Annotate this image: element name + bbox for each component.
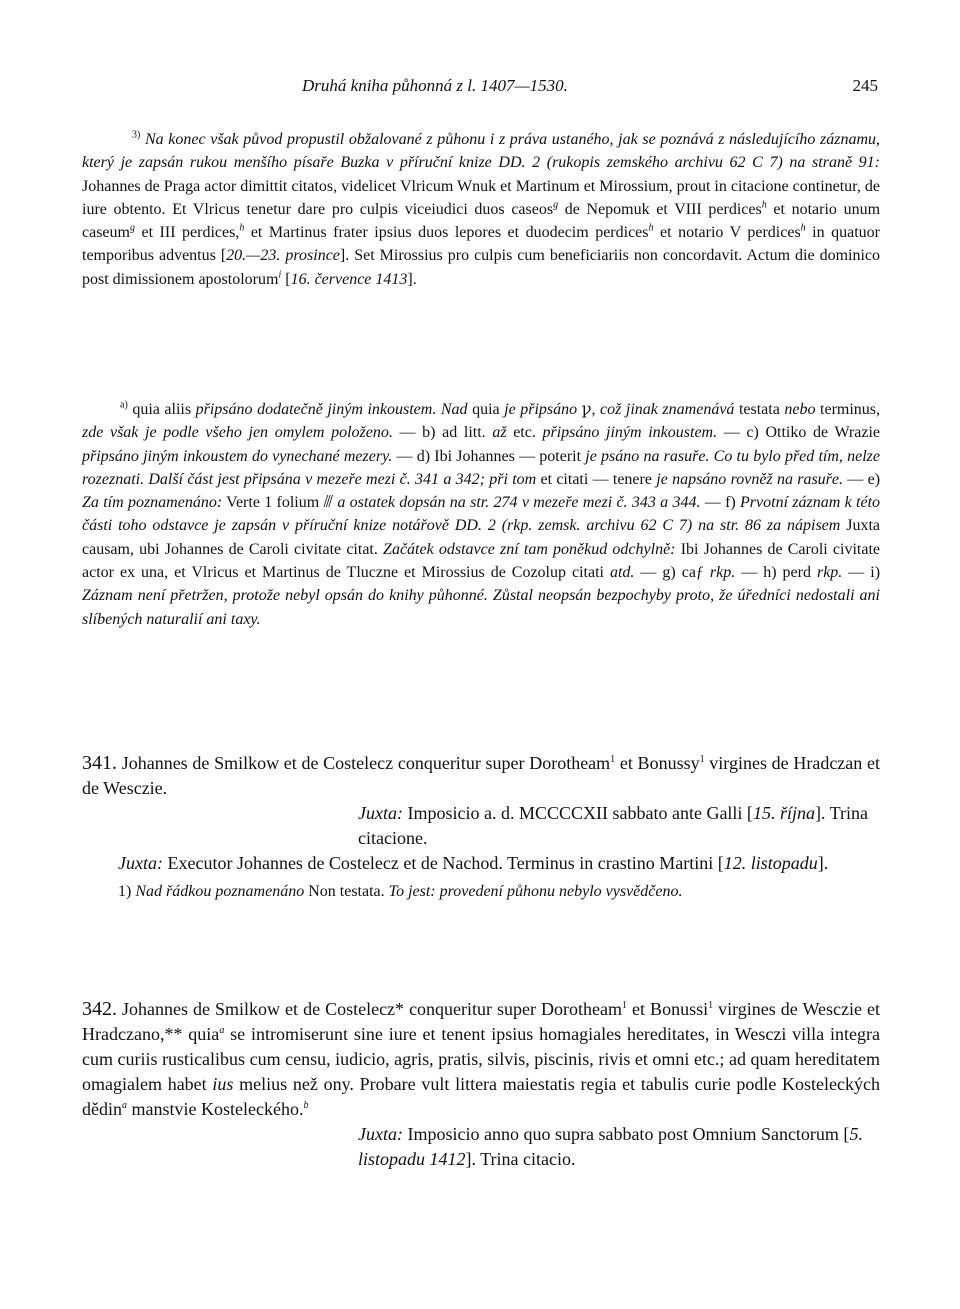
footnote-3-text: $^{3)}$ Na konec však původ propustil obžalované z půhonu i z práva ustaného, jak se poznává z následujícího záznamu, který je zapsán rukou menšího písaře Buzka v příruční knize DD. 2 (rukopis zemského archivu 62 C 7) na straně 91: Johannes de Praga actor dimittit citatos, videlicet Vlricum Wnuk et Martinum et Mirossium, prout in citacione continetur, de iure obtento. Et Vlricus tenetur dare pro culpis viceiudici duos caseos$^g$ de Nepomuk et VIII perdices$^h$ et notario unum caseum$^g$ et III perdices,$^h$ et Martinus frater ipsius duos lepores et duodecim perdices$^h$ et notario V perdices$^h$ in quatuor temporibus adventus [20.—23. prosince]. Set Mirossius pro culpis cum beneficiariis non concordavit. Actum die dominico post dimissionem apostolorum$^i$ [16. července 1413]. xyxy=(82,129,881,288)
apparatus-notes xyxy=(82,398,880,631)
apparatus-text: $^{a)}$ quia aliis připsáno dodatečně jiným inkoustem. Nad quia je připsáno ꝩ, což jinak znamenává testata nebo terminus, zde však je podle všeho jen omylem položeno. — b) ad litt. až etc. připsáno jiným inkoustem. — c) Ottiko de Wrazie připsáno jiným inkoustem do vynechané mezery. — d) Ibi Johannes — poterit je psáno na rasuře. Co tu bylo před tím, nelze rozeznati. Další část jest připsána v mezeře mezi č. 341 a 342; při tom et citati — tenere je napsáno rovněž na rasuře. — e) Za tím poznamenáno: Verte 1 folium ⫻ a ostatek dopsán na str. 274 v mezeře mezi č. 343 a 344. — f) Prvotní záznam k této části toho odstavce je zapsán v příruční knize notářově DD. 2 (rkp. zemsk. archivu 62 C 7) na str. 86 za nápisem Juxta causam, ubi Johannes de Caroli civitate citat. Začátek odstavce zní tam poněkud odchylně: Ibi Johannes de Caroli civitate actor ex una, et Vlricus et Martinus de Tlucznе et Mirossius de Cozolup citati atd. — g) caƒ rkp. — h) perd rkp. — i) Záznam není přetržen, protože nebyl opsán do knihy půhonné. Zůstal neopsán bezpochyby proto, že úředníci nedostali ani slíbených naturalií ani taxy. xyxy=(82,399,881,628)
verte-symbol-icon: ⫻ xyxy=(323,494,334,512)
entry-342-juxta: Juxta: Imposicio anno quo supra sabbato post Omnium Sanctorum [5. listopadu 1412]. Trina citacio. xyxy=(358,1124,863,1169)
note-marker: 3) xyxy=(132,129,141,141)
running-title: Druhá kniha půhonná z l. 1407—1530. xyxy=(302,76,568,95)
entry-341-text: 341. Johannes de Smilkow et de Costelecz conqueritur super Dorotheam$^1$ et Bonussy$^1$ virgines de Hradczan et de Wesczie. xyxy=(82,752,880,798)
footnote-3 xyxy=(82,128,880,291)
entry-341-juxta-1: Juxta: Imposicio a. d. MCCCCXII sabbato ante Galli [15. října]. Trina citacione. xyxy=(358,803,868,848)
entry-341 xyxy=(82,751,880,903)
page-number: 245 xyxy=(852,76,878,95)
entry-341-footnote: 1) Nad řádkou poznamenáno Non testata. To jest: provedení půhonu nebylo vysvědčeno. xyxy=(118,883,683,900)
entry-number: 341. xyxy=(82,752,117,774)
entry-342-text: 342. Johannes de Smilkow et de Costelecz* conqueritur super Dorotheam$^1$ et Bonussi$^1$ virgines de Wesczie et Hradczano,** quia$^a$ se intromiserunt sine iure et tenent ipsius homagiales hereditates, in Wesczi villa integra cum curiis rusticalibus cum censu, iudicio, agris, pratis, silvis, piscinis, rivis et omni etc.; ad quam hereditatem omagialem habet ius melius než ony. Probare vult littera maiestatis regia et tabulis curie podle Kosteleckých dědin$^a$ manstvie Kosteleckého.$^b$ xyxy=(82,998,880,1119)
entry-342 xyxy=(82,997,880,1172)
running-header xyxy=(82,76,880,100)
entry-number: 342. xyxy=(82,998,117,1020)
entry-341-juxta-2: Juxta: Executor Johannes de Costelecz et de Nachod. Terminus in crastino Martini [12. listopadu]. xyxy=(118,853,829,873)
